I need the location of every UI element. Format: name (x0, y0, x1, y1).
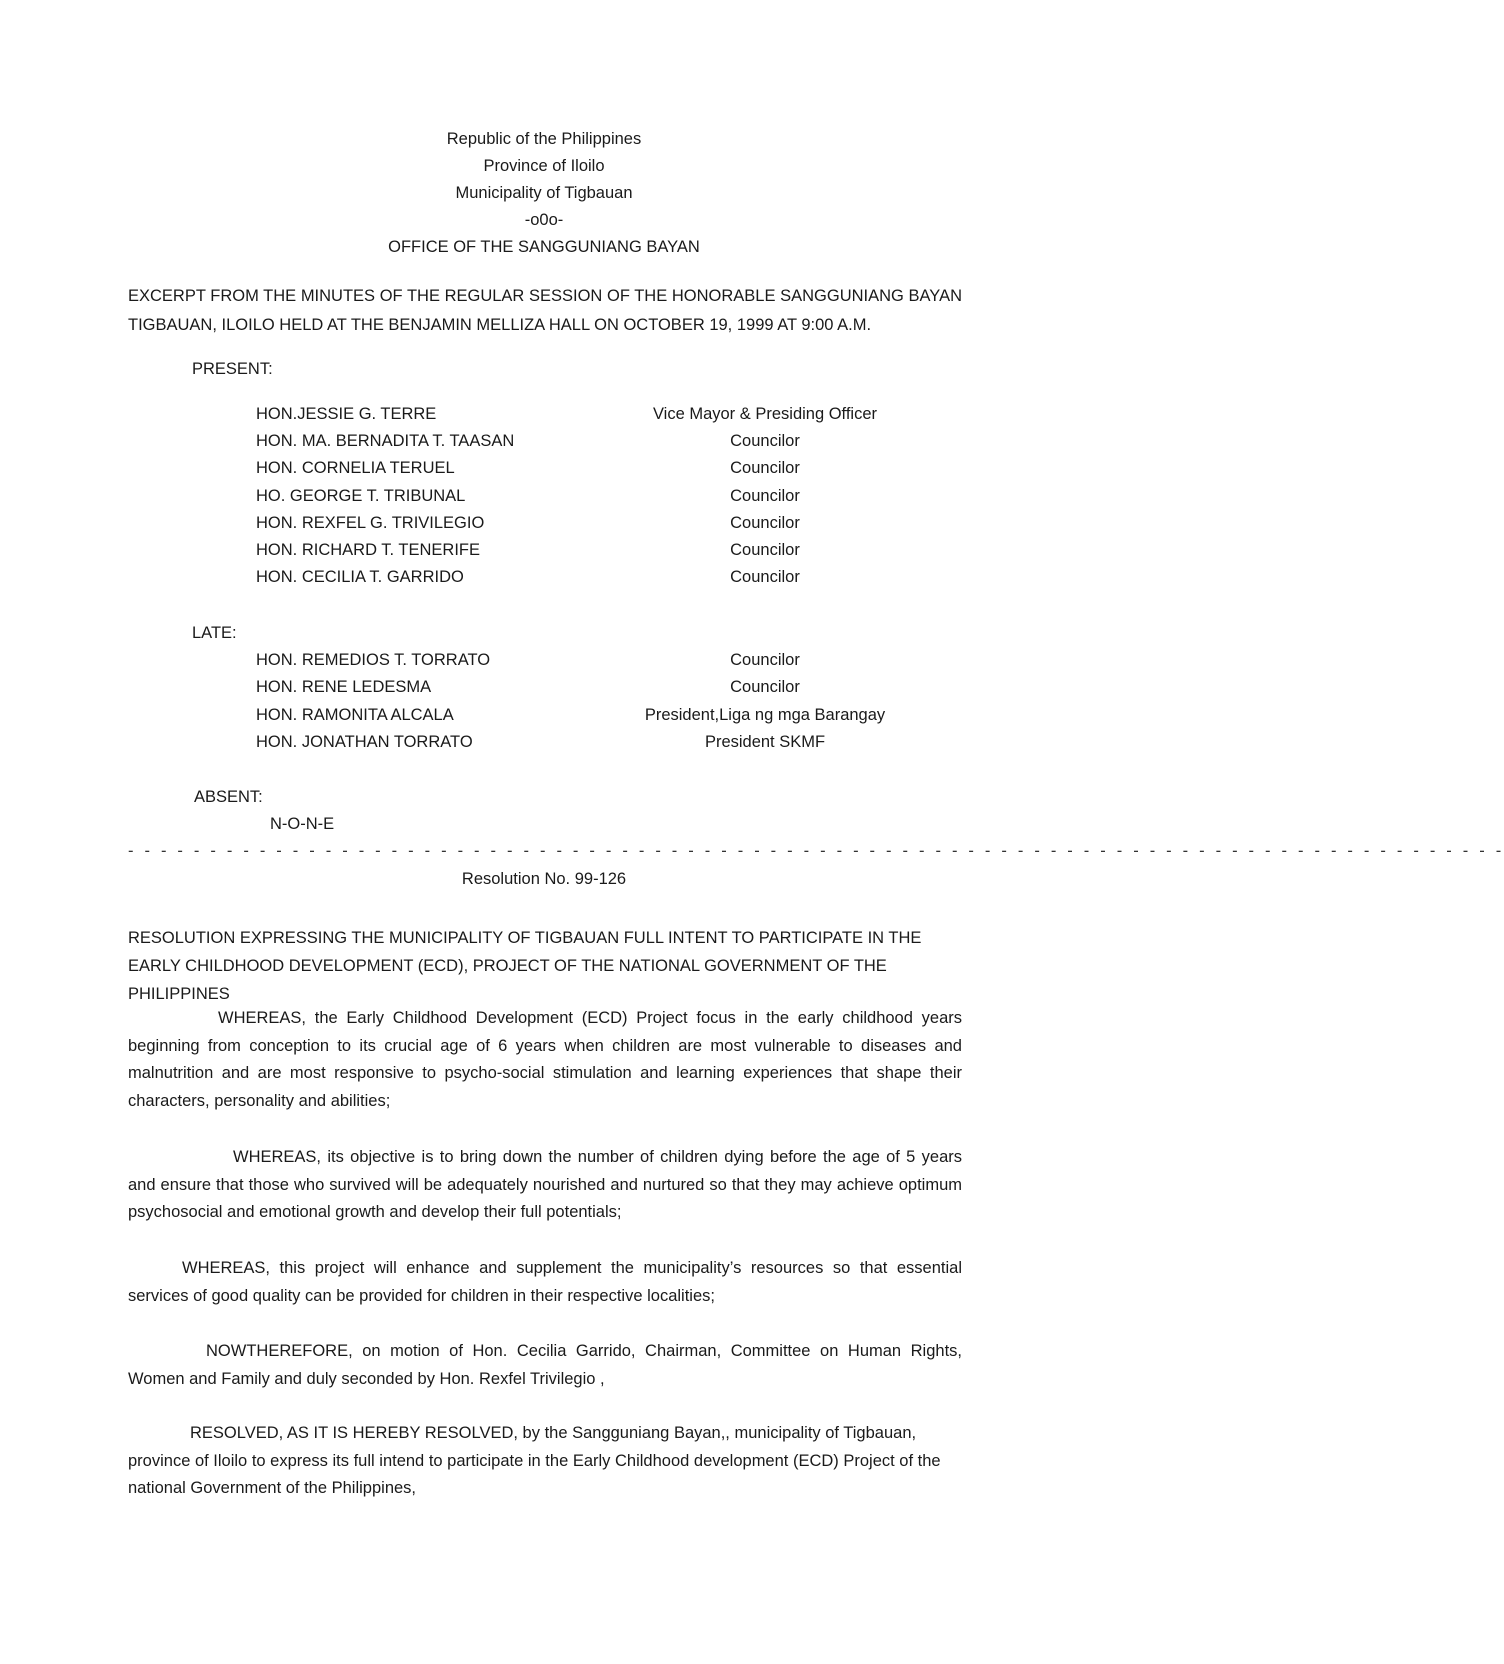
excerpt-heading: EXCERPT FROM THE MINUTES OF THE REGULAR SESSION OF THE HONORABLE SANGGUNIANG BAYAN TIGBAUAN, ILOILO HELD AT THE BENJAMIN MELLIZA HALL ON OCTOBER 19, 1999 AT 9:00 A.M. (128, 287, 962, 334)
present-member-position: Councilor (730, 459, 800, 477)
late-member-name: HON. RAMONITA ALCALA (256, 706, 454, 724)
whereas-paragraph: WHEREAS, the Early Childhood Development (ECD) Project focus in the early childhood years beginning from conception to its crucial age of 6 years when children are most vulnerable to diseases and malnutrition and are most responsive to psycho-social stimulation and learning experiences that shape their characters, personality and abilities; (128, 1009, 962, 1110)
present-member-name: HON. RICHARD T. TENERIFE (256, 541, 480, 559)
present-member-position: Councilor (730, 514, 800, 532)
absent-value: N-O-N-E (270, 815, 335, 833)
late-member-name: HON. RENE LEDESMA (256, 678, 432, 696)
resolution-title: RESOLUTION EXPRESSING THE MUNICIPALITY OF TIGBAUAN FULL INTENT TO PARTICIPATE IN THE EARLY CHILDHOOD DEVELOPMENT (ECD), PROJECT OF THE NATIONAL GOVERNMENT OF THE PHILIPPINES (128, 929, 922, 1003)
late-member-position: Councilor (730, 678, 800, 696)
resolved-paragraph: RESOLVED, AS IT IS HEREBY RESOLVED, by the Sangguniang Bayan,, municipality of Tigbauan, province of Iloilo to express its full intend to participate in the Early Childhood development (ECD) Project of the national Government of the Philippines, (128, 1424, 941, 1497)
whereas-paragraph: WHEREAS, this project will enhance and supplement the municipality’s resources so that essential services of good quality can be provided for children in their respective localities; (128, 1259, 962, 1305)
present-member-position: Vice Mayor & Presiding Officer (652, 405, 878, 423)
late-member-name: HON. JONATHAN TORRATO (256, 733, 473, 751)
present-member-position: Councilor (730, 568, 800, 586)
late-member-name: HON. REMEDIOS T. TORRATO (256, 651, 491, 669)
header-province: Province of Iloilo (483, 157, 605, 175)
late-member-position: President,Liga ng mga Barangay (644, 706, 886, 724)
present-member-name: HON.JESSIE G. TERRE (256, 405, 437, 423)
present-member-name: HON. REXFEL G. TRIVILEGIO (256, 514, 485, 532)
present-member-name: HON. MA. BERNADITA T. TAASAN (256, 432, 515, 450)
present-member-position: Councilor (730, 541, 800, 559)
late-label: LATE: (192, 624, 237, 642)
header-republic: Republic of the Philippines (446, 130, 642, 148)
header-ornament: -o0o- (524, 211, 564, 229)
present-member-name: HON. CORNELIA TERUEL (256, 459, 455, 477)
header-municipality: Municipality of Tigbauan (455, 184, 633, 202)
late-member-position: President SKMF (704, 733, 826, 751)
present-member-name: HO. GEORGE T. TRIBUNAL (256, 487, 466, 505)
whereas-paragraph: WHEREAS, its objective is to bring down the number of children dying before the age of 5 years and ensure that those who survived will be adequately nourished and nurtured so that they may achieve optimum psychosocial and emotional growth and develop their full potentials; (128, 1148, 962, 1221)
absent-label: ABSENT: (194, 788, 263, 806)
late-member-position: Councilor (730, 651, 800, 669)
present-member-name: HON. CECILIA T. GARRIDO (256, 568, 464, 586)
header-office: OFFICE OF THE SANGGUNIANG BAYAN (388, 238, 700, 256)
nowtherefore-paragraph: NOWTHEREFORE, on motion of Hon. Cecilia Garrido, Chairman, Committee on Human Rights, Women and Family and duly seconded by Hon. Rexfel Trivilegio , (128, 1342, 962, 1388)
present-member-position: Councilor (730, 487, 800, 505)
resolution-number: Resolution No. 99-126 (461, 870, 627, 888)
separator-line: - - - - - - - - - - - - - - - - - - - - - - - - - - - - - - - - - - - - - - - - - - - - - - - - - - - - - - - - - - - - - - - - - - - - - - - - - - - - - - - - - - - - (128, 842, 1504, 860)
present-label: PRESENT: (192, 360, 273, 378)
present-member-position: Councilor (730, 432, 800, 450)
